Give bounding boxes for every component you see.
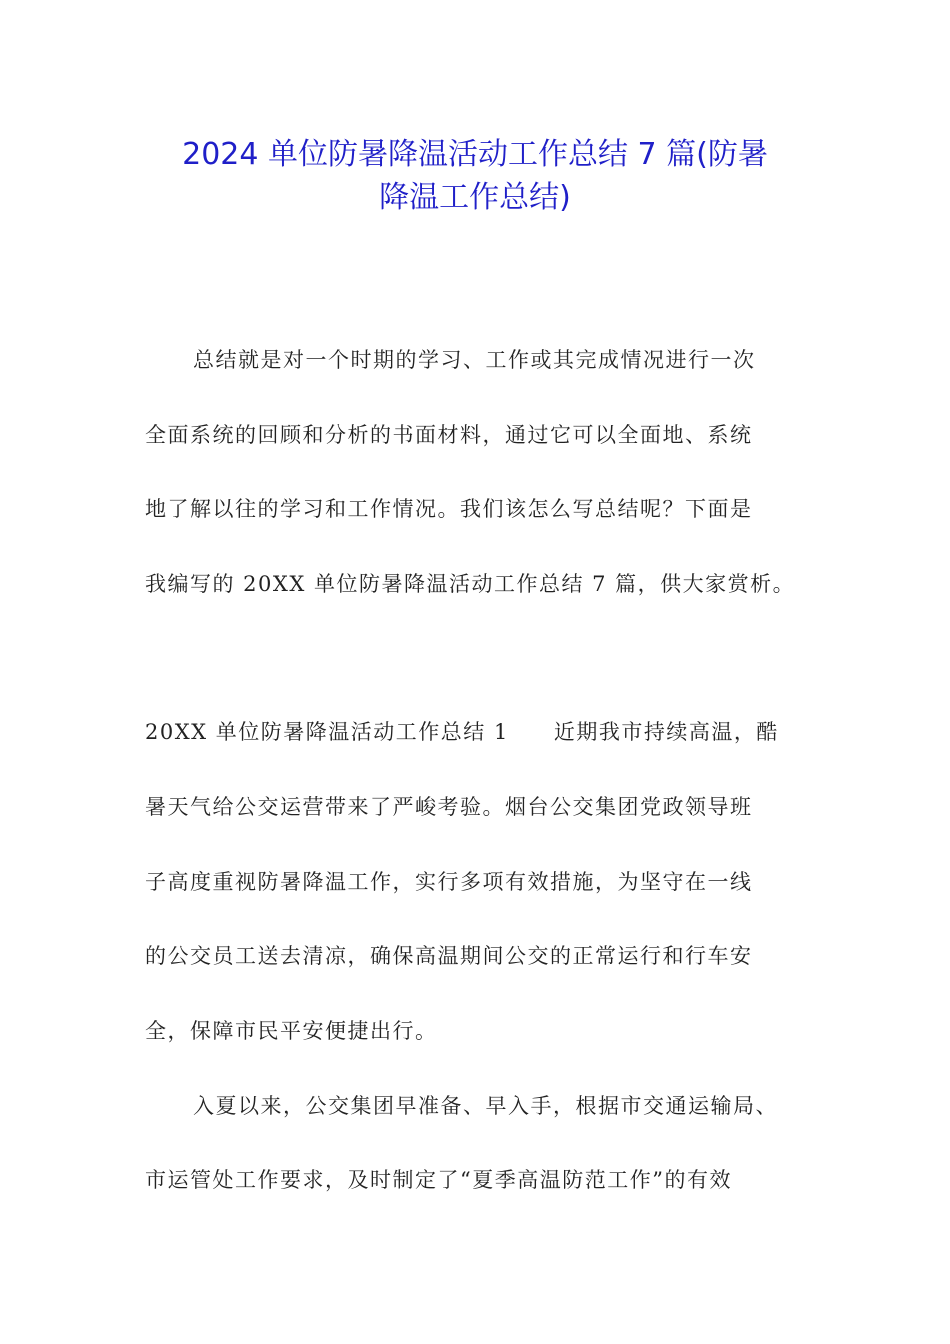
paragraph-1-line-3: 地了解以往的学习和工作情况。我们该怎么写总结呢？下面是 <box>145 497 753 521</box>
document-title-line-1: 2024 单位防暑降温活动工作总结 7 篇(防暑 <box>182 137 768 172</box>
document-title-line-2: 降温工作总结) <box>379 180 571 215</box>
paragraph-3-line-2: 市运管处工作要求，及时制定了“夏季高温防范工作”的有效 <box>145 1168 732 1192</box>
paragraph-3-line-1: 入夏以来，公交集团早准备、早入手，根据市交通运输局、 <box>193 1094 778 1118</box>
paragraph-1-line-1: 总结就是对一个时期的学习、工作或其完成情况进行一次 <box>193 348 756 372</box>
paragraph-2-line-4: 的公交员工送去清凉，确保高温期间公交的正常运行和行车安 <box>145 944 753 968</box>
paragraph-2-line-2: 暑天气给公交运营带来了严峻考验。烟台公交集团党政领导班 <box>145 795 753 819</box>
paragraph-1-line-2: 全面系统的回顾和分析的书面材料，通过它可以全面地、系统 <box>145 423 753 447</box>
paragraph-2-line-1: 20XX 单位防暑降温活动工作总结 1 近期我市持续高温，酷 <box>145 720 779 744</box>
paragraph-2-line-5: 全，保障市民平安便捷出行。 <box>145 1019 438 1043</box>
paragraph-1-line-4: 我编写的 20XX 单位防暑降温活动工作总结 7 篇，供大家赏析。 <box>145 572 796 596</box>
paragraph-2-line-3: 子高度重视防暑降温工作，实行多项有效措施，为坚守在一线 <box>145 870 753 894</box>
